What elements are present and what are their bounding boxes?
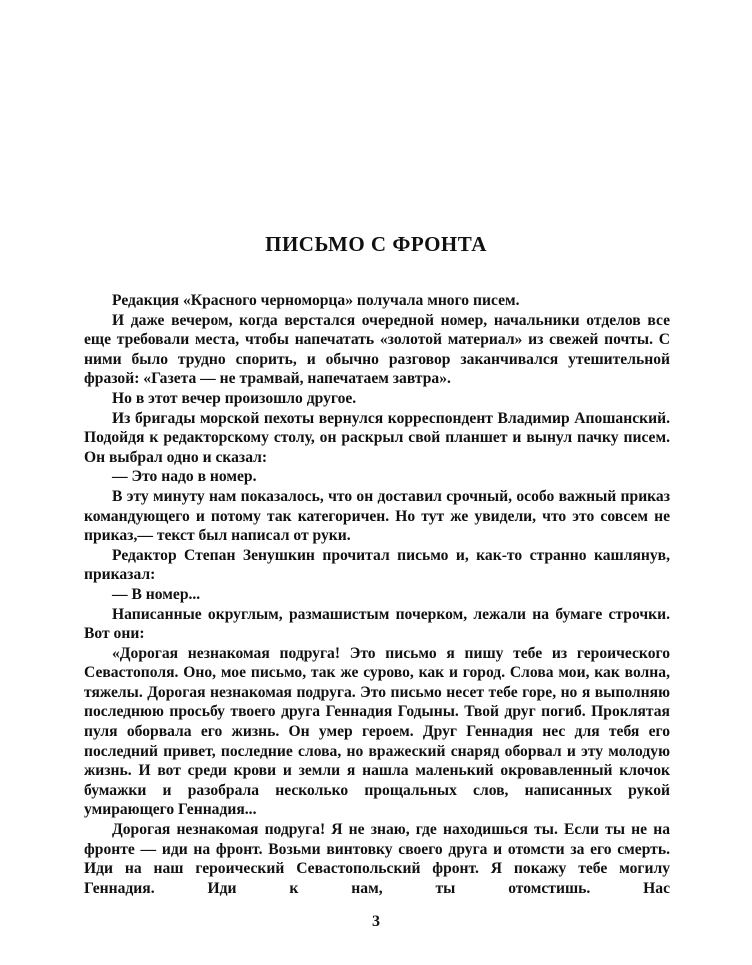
letter-paragraph: «Дорогая незнакомая подруга! Это письмо я пишу тебе из героического Севастополя. Оно, мое письмо, так же сурово, как и город. Слова мои, как волна, тяжелы. Дорогая незнакомая подруга. Это письмо несет тебе горе, но я выполняю последнюю просьбу твоего друга Геннадия Годыны. Твой друг погиб. Проклятая пуля оборвала его жизнь. Он умер героем. Друг Геннадия нес для тебя его последний привет, последние слова, но вражеский снаряд оборвал и эту молодую жизнь. И вот среди крови и земли я нашла маленький окровавленный клочок бумажки и разобрала несколько прощальных слов, написанных рукой умирающего Геннадия... xyxy=(84,644,670,819)
paragraph: Редакция «Красного черноморца» получала много писем. xyxy=(112,292,520,309)
letter-paragraph: Дорогая незнакомая подруга! Я не знаю, где находишься ты. Если ты не на фронте — иди на фронт. Возьми винтовку своего друга и отомсти за его смерть. Иди на наш героический Севастопольский фронт. Я покажу тебе могилу Геннадия. Иди к нам, ты отомстишь. Нас xyxy=(84,821,670,897)
paragraph: — Это надо в номер. xyxy=(112,468,257,486)
chapter-body xyxy=(84,291,670,898)
paragraph: — В номер... xyxy=(112,585,201,603)
paragraph: Из бригады морской пехоты вернулся корреспондент Владимир Апошанский. Подойдя к редакторскому столу, он раскрыл свой планшет и вынул пачку писем. Он выбрал одно и сказал: xyxy=(84,409,670,466)
paragraph: И даже вечером, когда верстался очередной номер, начальники отделов все еще требовали места, чтобы напечатать «золотой материал» из свежей почты. С ними было трудно спорить, и обычно разговор заканчивался утешительной фразой: «Газета — не трамвай, напечатаем завтра». xyxy=(84,311,670,388)
chapter-title: ПИСЬМО С ФРОНТА xyxy=(265,232,487,256)
page-number: 3 xyxy=(372,913,380,930)
paragraph: Редактор Степан Зенушкин прочитал письмо и, как-то странно кашлянув, приказал: xyxy=(84,546,670,584)
paragraph: В эту минуту нам показалось, что он доставил срочный, особо важный приказ командующего и потому так категоричен. Но тут же увидели, что это совсем не приказ,— текст был написал от руки. xyxy=(84,487,670,545)
paragraph: Но в этот вечер произошло другое. xyxy=(112,389,357,407)
paragraph: Написанные округлым, размашистым почерком, лежали на бумаге строчки. Вот они: xyxy=(84,605,670,643)
